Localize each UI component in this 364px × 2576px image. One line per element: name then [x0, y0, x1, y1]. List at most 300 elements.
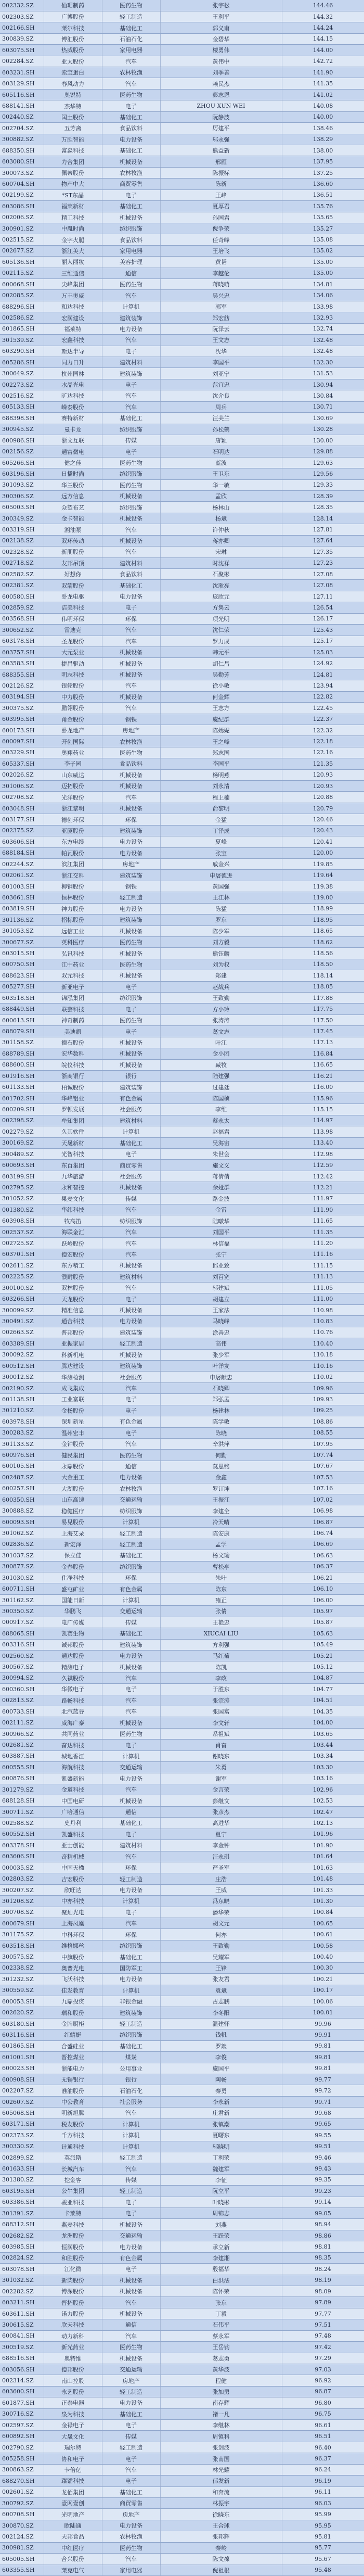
person-name-cell: 孙松鹤	[160, 424, 282, 435]
table-row	[0, 156, 364, 167]
person-name-cell: 冷天晴	[160, 1516, 282, 1527]
table-row	[0, 1271, 364, 1282]
person-name-cell: 林信福	[160, 1238, 282, 1249]
table-row	[0, 2464, 364, 2475]
industry-cell: 轻工制造	[102, 2018, 160, 2029]
table-row	[0, 1293, 364, 1304]
value-cell: 123.94	[282, 680, 364, 691]
value-cell: 116.21	[282, 1071, 364, 1082]
company-name-cell: 浙江交科	[44, 870, 102, 881]
value-cell: 96.19	[282, 2476, 364, 2486]
stock-code-cell: 600053.SH	[0, 1996, 44, 2007]
person-name-cell: 刘亚宁	[160, 368, 282, 379]
table-row	[0, 2431, 364, 2442]
stock-code-cell: 300489.SZ	[0, 1148, 44, 1159]
stock-code-cell: 002560.SZ	[0, 1650, 44, 1661]
industry-cell: 基础化工	[102, 201, 160, 212]
industry-cell: 电子	[102, 189, 160, 200]
person-name-cell: 王致勤	[160, 993, 282, 1004]
stock-code-cell: 688600.SH	[0, 1059, 44, 1070]
value-cell: 99.14	[282, 2197, 364, 2207]
company-name-cell: 科新机电	[44, 1349, 102, 1360]
table-row	[0, 1873, 364, 1884]
company-name-cell: 柳钢股份	[44, 881, 102, 892]
company-name-cell: 银轮股份	[44, 680, 102, 691]
person-name-cell: 李继林	[160, 2420, 282, 2431]
value-cell: 101.30	[282, 1896, 364, 1907]
person-name-cell: 张倩	[160, 1606, 282, 1617]
table-row	[0, 1014, 364, 1025]
person-name-cell: 徐小敏	[160, 680, 282, 691]
value-cell: 118.65	[282, 925, 364, 936]
person-name-cell: 熊钰麟	[160, 948, 282, 959]
stock-code-cell: 601003.SH	[0, 881, 44, 892]
person-name-cell: 邬晓明	[160, 2141, 282, 2152]
stock-code-cell: 603583.SH	[0, 658, 44, 669]
industry-cell: 建筑装饰	[102, 312, 160, 323]
table-row	[0, 2241, 364, 2252]
person-name-cell: 胡文元	[160, 1918, 282, 1929]
value-cell: 134.81	[282, 279, 364, 290]
company-name-cell: 东方电缆	[44, 836, 102, 847]
industry-cell: 通信	[102, 1461, 160, 1471]
company-name-cell: 奥翔药业	[44, 747, 102, 758]
company-name-cell: 健民集团	[44, 1450, 102, 1461]
industry-cell: 家用电器	[102, 45, 160, 56]
value-cell: 96.51	[282, 2431, 364, 2442]
stock-code-cell: 688398.SH	[0, 413, 44, 424]
company-name-cell: 仕净科技	[44, 1572, 102, 1583]
table-row	[0, 1450, 364, 1461]
stock-code-cell: 603568.SH	[0, 613, 44, 624]
value-cell: 118.95	[282, 915, 364, 925]
industry-cell: 基础化工	[102, 1550, 160, 1561]
table-row	[0, 591, 364, 602]
stock-code-cell: 002718.SZ	[0, 557, 44, 568]
stock-code-cell: 002190.SZ	[0, 1382, 44, 1393]
value-cell: 99.91	[282, 2029, 364, 2040]
stock-code-cell: 300349.SZ	[0, 513, 44, 524]
company-name-cell: 路畅科技	[44, 1695, 102, 1706]
value-cell: 103.30	[282, 1762, 364, 1773]
stock-code-cell: 300012.SZ	[0, 1372, 44, 1382]
company-name-cell: 美迪凯	[44, 1026, 102, 1037]
stock-code-cell: 600580.SH	[0, 591, 44, 602]
stock-code-cell: 603887.SH	[0, 1750, 44, 1761]
value-cell: 102.96	[282, 1784, 364, 1795]
person-name-cell: 蔡永太	[160, 1115, 282, 1126]
company-name-cell: 同力日升	[44, 357, 102, 368]
person-name-cell: ZHOU XUN WEI	[160, 100, 282, 111]
table-row	[0, 301, 364, 312]
industry-cell: 通信	[102, 1806, 160, 1817]
stock-code-cell: 600733.SH	[0, 1706, 44, 1717]
stock-code-cell: 605133.SH	[0, 401, 44, 412]
person-name-cell: 金碧华	[160, 33, 282, 44]
person-name-cell: 李国平	[160, 357, 282, 368]
company-name-cell: 华鹏飞	[44, 1606, 102, 1617]
value-cell: 120.43	[282, 825, 364, 836]
table-row	[0, 1840, 364, 1851]
company-name-cell: 德石股份	[44, 1037, 102, 1048]
value-cell: 103.16	[282, 1773, 364, 1784]
company-name-cell: 广哈通信	[44, 1806, 102, 1817]
person-name-cell: 夏厚君	[160, 201, 282, 212]
industry-cell: 建筑装饰	[102, 870, 160, 881]
stock-code-cell: 600841.SH	[0, 2330, 44, 2341]
value-cell: 120.93	[282, 781, 364, 792]
industry-cell: 轻工制造	[102, 1539, 160, 1550]
person-name-cell: 汪美兰	[160, 413, 282, 424]
stock-code-cell: 002166.SH	[0, 22, 44, 33]
person-name-cell: 赵战兵	[160, 981, 282, 992]
company-name-cell: 臻镭科技	[44, 2476, 102, 2486]
industry-cell: 食品饮料	[102, 234, 160, 245]
person-name-cell: 吴耀军	[160, 1951, 282, 1962]
person-name-cell: 何勤	[160, 1450, 282, 1461]
company-name-cell: 长城汽车	[44, 2163, 102, 2174]
company-name-cell: 日播时尚	[44, 468, 102, 479]
person-name-cell: 余娅群	[160, 1182, 282, 1193]
company-name-cell: 仙琚制药	[44, 0, 102, 11]
stock-code-cell: 002824.SZ	[0, 2252, 44, 2263]
person-name-cell: 庞欣元	[160, 591, 282, 602]
stock-code-cell: 300708.SZ	[0, 1907, 44, 1918]
stock-code-cell: 300863.SZ	[0, 2464, 44, 2475]
company-name-cell: 皖仪科技	[44, 1059, 102, 1070]
table-row	[0, 1004, 364, 1014]
company-name-cell: 光智科技	[44, 1148, 102, 1159]
person-name-cell: 王之峰	[160, 736, 282, 747]
company-name-cell: 双环传动	[44, 535, 102, 546]
industry-cell: 轻工制造	[102, 1528, 160, 1539]
industry-cell: 社会服务	[102, 1171, 160, 1182]
stock-code-cell: 600704.SH	[0, 179, 44, 189]
person-name-cell: 阮立平	[160, 2186, 282, 2197]
stock-code-cell: 603266.SH	[0, 1293, 44, 1304]
industry-cell: 纺织服饰	[102, 223, 160, 234]
industry-cell: 农林牧渔	[102, 1483, 160, 1494]
industry-cell: 轻工制造	[102, 2186, 160, 2197]
company-name-cell: 锦泓集团	[44, 993, 102, 1004]
company-name-cell: 天晟新材	[44, 1137, 102, 1148]
industry-cell: 交通运输	[102, 1762, 160, 1773]
person-name-cell: 陈文葆	[160, 2554, 282, 2565]
industry-cell: 机械设备	[102, 646, 160, 657]
industry-cell: 计算机	[102, 1985, 160, 1996]
person-name-cell: 唐颖	[160, 435, 282, 446]
industry-cell: 机械设备	[102, 2219, 160, 2230]
company-name-cell: 华纬科技	[44, 1204, 102, 1215]
industry-cell: 轻工制造	[102, 11, 160, 22]
value-cell: 107.53	[282, 1472, 364, 1483]
table-row	[0, 379, 364, 390]
value-cell: 111.00	[282, 1293, 364, 1304]
stock-code-cell: 603701.SH	[0, 1249, 44, 1260]
industry-cell: 电子	[102, 1293, 160, 1304]
industry-cell: 电子	[102, 1026, 160, 1037]
value-cell: 136.60	[282, 179, 364, 189]
company-name-cell: 中国天楹	[44, 1862, 102, 1873]
table-row	[0, 2018, 364, 2029]
value-cell: 110.02	[282, 1372, 364, 1382]
stock-code-cell: 688184.SH	[0, 847, 44, 858]
industry-cell: 家用电器	[102, 245, 160, 256]
stock-code-cell: 300652.SZ	[0, 625, 44, 636]
stock-code-cell: 002284.SZ	[0, 56, 44, 67]
table-row	[0, 524, 364, 535]
stock-code-cell: 301208.SZ	[0, 1896, 44, 1907]
company-name-cell: 天龙股份	[44, 1293, 102, 1304]
industry-cell: 汽车	[102, 636, 160, 646]
industry-cell: 汽车	[102, 1249, 160, 1260]
stock-code-cell: 603171.SH	[0, 2118, 44, 2129]
table-row	[0, 1071, 364, 1082]
value-cell: 98.35	[282, 2252, 364, 2263]
table-row	[0, 1617, 364, 1628]
stock-code-cell: 605068.SH	[0, 2108, 44, 2118]
table-row	[0, 858, 364, 869]
industry-cell: 食品饮料	[102, 569, 160, 580]
table-row	[0, 1985, 364, 1996]
stock-code-cell: 603199.SH	[0, 1171, 44, 1182]
company-name-cell: 城地香江	[44, 1750, 102, 1761]
person-name-cell: 楼勇伟	[160, 45, 282, 56]
industry-cell: 汽车	[102, 1382, 160, 1393]
company-name-cell: 飞沃科技	[44, 1974, 102, 1985]
value-cell: 122.37	[282, 714, 364, 725]
industry-cell: 农林牧渔	[102, 2531, 160, 2542]
person-name-cell: 吴兴忠	[160, 290, 282, 301]
person-name-cell: 高伟	[160, 1338, 282, 1349]
stock-code-cell: 600023.SH	[0, 2063, 44, 2074]
company-name-cell: 海航科技	[44, 1762, 102, 1773]
value-cell: 99.96	[282, 2018, 364, 2029]
stock-code-cell: 600693.SH	[0, 1160, 44, 1171]
stock-code-cell: 601702.SH	[0, 1093, 44, 1103]
industry-cell: 汽车	[102, 1204, 160, 1215]
company-name-cell: 福莱新材	[44, 201, 102, 212]
person-name-cell: 石明达	[160, 446, 282, 457]
company-name-cell: 新柴股份	[44, 2275, 102, 2286]
person-name-cell: 陈国桢	[160, 1093, 282, 1103]
stock-code-cell: 001380.SZ	[0, 1204, 44, 1215]
table-row	[0, 2565, 364, 2575]
stock-code-cell: 002516.SZ	[0, 390, 44, 401]
table-row	[0, 1461, 364, 1471]
table-row	[0, 446, 364, 457]
stock-code-cell: 002373.SZ	[0, 2130, 44, 2141]
company-name-cell: 远信工业	[44, 925, 102, 936]
person-name-cell: 郭军	[160, 301, 282, 312]
industry-cell: 电子	[102, 1394, 160, 1405]
person-name-cell: 申屠德进	[160, 870, 282, 881]
value-cell: 120.41	[282, 836, 364, 847]
person-name-cell: 黄国强	[160, 881, 282, 892]
company-name-cell: 凯盛新能	[44, 1773, 102, 1784]
industry-cell: 电力设备	[102, 1650, 160, 1661]
person-name-cell: 潘华荣	[160, 1907, 282, 1918]
person-name-cell: 沈仁荣	[160, 625, 282, 636]
table-row	[0, 557, 364, 568]
table-row	[0, 1528, 364, 1539]
stock-code-cell: 301133.SZ	[0, 1438, 44, 1449]
industry-cell: 汽车	[102, 1238, 160, 1249]
table-row	[0, 1215, 364, 1226]
table-row	[0, 915, 364, 925]
value-cell: 118.62	[282, 936, 364, 947]
table-row	[0, 1126, 364, 1137]
value-cell: 122.16	[282, 747, 364, 758]
industry-cell: 电力设备	[102, 323, 160, 334]
company-name-cell: 凯盛科技	[44, 1829, 102, 1839]
company-name-cell: 宏润建设	[44, 312, 102, 323]
stock-code-cell: 688270.SH	[0, 2476, 44, 2486]
stock-code-cell: 300169.SZ	[0, 1137, 44, 1148]
industry-cell: 建筑装饰	[102, 368, 160, 379]
table-row	[0, 1316, 364, 1327]
value-cell: 132.74	[282, 323, 364, 334]
value-cell: 132.93	[282, 312, 364, 323]
value-cell: 111.65	[282, 1215, 364, 1226]
value-cell: 132.48	[282, 335, 364, 346]
person-name-cell: 王威	[160, 1884, 282, 1895]
value-cell: 122.82	[282, 691, 364, 702]
value-cell: 124.92	[282, 658, 364, 669]
company-name-cell: 威海广泰	[44, 1717, 102, 1728]
value-cell: 104.00	[282, 1717, 364, 1728]
person-name-cell: 程上楠	[160, 792, 282, 803]
table-row	[0, 1372, 364, 1382]
company-name-cell: 新光药业	[44, 2342, 102, 2353]
value-cell: 100.01	[282, 2007, 364, 2018]
stock-code-cell: 002813.SZ	[0, 1695, 44, 1706]
industry-cell: 机械设备	[102, 1304, 160, 1315]
stock-code-cell: 301232.SZ	[0, 1974, 44, 1985]
table-row	[0, 1494, 364, 1505]
value-cell: 95.67	[282, 2554, 364, 2565]
person-name-cell: 庄君新	[160, 2108, 282, 2118]
company-name-cell: 招标股份	[44, 915, 102, 925]
table-row	[0, 2074, 364, 2085]
company-name-cell: 新宏泽	[44, 1539, 102, 1550]
industry-cell: 国防军工	[102, 1962, 160, 1973]
table-row	[0, 1405, 364, 1416]
table-row	[0, 2319, 364, 2330]
table-row	[0, 123, 364, 134]
table-row	[0, 89, 364, 100]
person-name-cell: 李冬阳	[160, 2007, 282, 2018]
person-name-cell: 朱勇	[160, 1762, 282, 1773]
industry-cell: 汽车	[102, 2330, 160, 2341]
person-name-cell: 秦岭	[160, 2542, 282, 2553]
stock-code-cell: 605258.SH	[0, 2453, 44, 2464]
company-name-cell: 健之佳	[44, 457, 102, 468]
table-row	[0, 1327, 364, 1338]
person-name-cell: 王锋	[160, 1962, 282, 1973]
value-cell: 117.50	[282, 1014, 364, 1025]
table-row	[0, 1283, 364, 1293]
value-cell: 106.87	[282, 1516, 364, 1527]
stock-code-cell: 603985.SH	[0, 2241, 44, 2252]
person-name-cell: 宋琳	[160, 547, 282, 557]
company-name-cell: 红蜻蜓	[44, 2029, 102, 2040]
person-name-cell: 陈猛	[160, 903, 282, 914]
stock-code-cell: 600892.SH	[0, 2431, 44, 2442]
industry-cell: 机械设备	[102, 2353, 160, 2364]
table-row	[0, 2275, 364, 2286]
company-name-cell: 杭州园林	[44, 368, 102, 379]
stock-code-cell: 002006.SZ	[0, 212, 44, 223]
table-row	[0, 2453, 364, 2464]
stock-code-cell: 600360.SH	[0, 1684, 44, 1695]
company-name-cell: 光明地产	[44, 2509, 102, 2520]
person-name-cell: 虞纪群	[160, 714, 282, 725]
table-row	[0, 580, 364, 591]
table-row	[0, 1093, 364, 1103]
table-row	[0, 1037, 364, 1048]
person-name-cell: 张宇松	[160, 0, 282, 11]
person-name-cell: 何金辉	[160, 691, 282, 702]
table-row	[0, 691, 364, 702]
stock-code-cell: 300888.SZ	[0, 1505, 44, 1516]
company-name-cell: 龙洲股份	[44, 2230, 102, 2241]
industry-cell: 医药生物	[102, 0, 160, 11]
table-row	[0, 2174, 364, 2185]
stock-code-cell: 300877.SZ	[0, 1561, 44, 1572]
person-name-cell: 林光耀	[160, 2464, 282, 2475]
table-row	[0, 1717, 364, 1728]
stock-code-cell: 301030.SZ	[0, 1572, 44, 1583]
table-row	[0, 22, 364, 33]
industry-cell: 轻工制造	[102, 2442, 160, 2453]
stock-code-cell: 301162.SZ	[0, 1594, 44, 1605]
value-cell: 106.37	[282, 1561, 364, 1572]
table-row	[0, 45, 364, 56]
table-row	[0, 758, 364, 769]
stock-code-cell: 603080.SH	[0, 156, 44, 167]
value-cell: 102.13	[282, 1818, 364, 1829]
table-row	[0, 1483, 364, 1494]
person-name-cell: 陈新	[160, 179, 282, 189]
table-row	[0, 2520, 364, 2531]
stock-code-cell: 600097.SH	[0, 736, 44, 747]
person-name-cell: 陈少军	[160, 925, 282, 936]
person-name-cell: 蓝波	[160, 457, 282, 468]
industry-cell: 汽车	[102, 1851, 160, 1862]
company-name-cell: 通达股份	[44, 1650, 102, 1661]
value-cell: 97.89	[282, 2297, 364, 2308]
value-cell: 100.58	[282, 1940, 364, 1951]
company-name-cell: 北汽蓝谷	[44, 1706, 102, 1717]
person-name-cell: 涂善忠	[160, 1327, 282, 1338]
value-cell: 98.81	[282, 2241, 364, 2252]
table-row	[0, 2130, 364, 2141]
person-name-cell: 张宗涛	[160, 1695, 282, 1706]
value-cell: 108.86	[282, 1416, 364, 1427]
person-name-cell: 金鑫	[160, 1472, 282, 1483]
table-row	[0, 680, 364, 691]
table-row	[0, 1628, 364, 1639]
table-row	[0, 1695, 364, 1706]
industry-cell: 医药生物	[102, 1014, 160, 1025]
company-name-cell: 伟明环保	[44, 613, 102, 624]
company-name-cell: 李子园	[44, 758, 102, 769]
table-row	[0, 1762, 364, 1773]
company-name-cell: 海联金汇	[44, 1226, 102, 1237]
value-cell: 98.19	[282, 2275, 364, 2286]
industry-cell: 房地产	[102, 858, 160, 869]
